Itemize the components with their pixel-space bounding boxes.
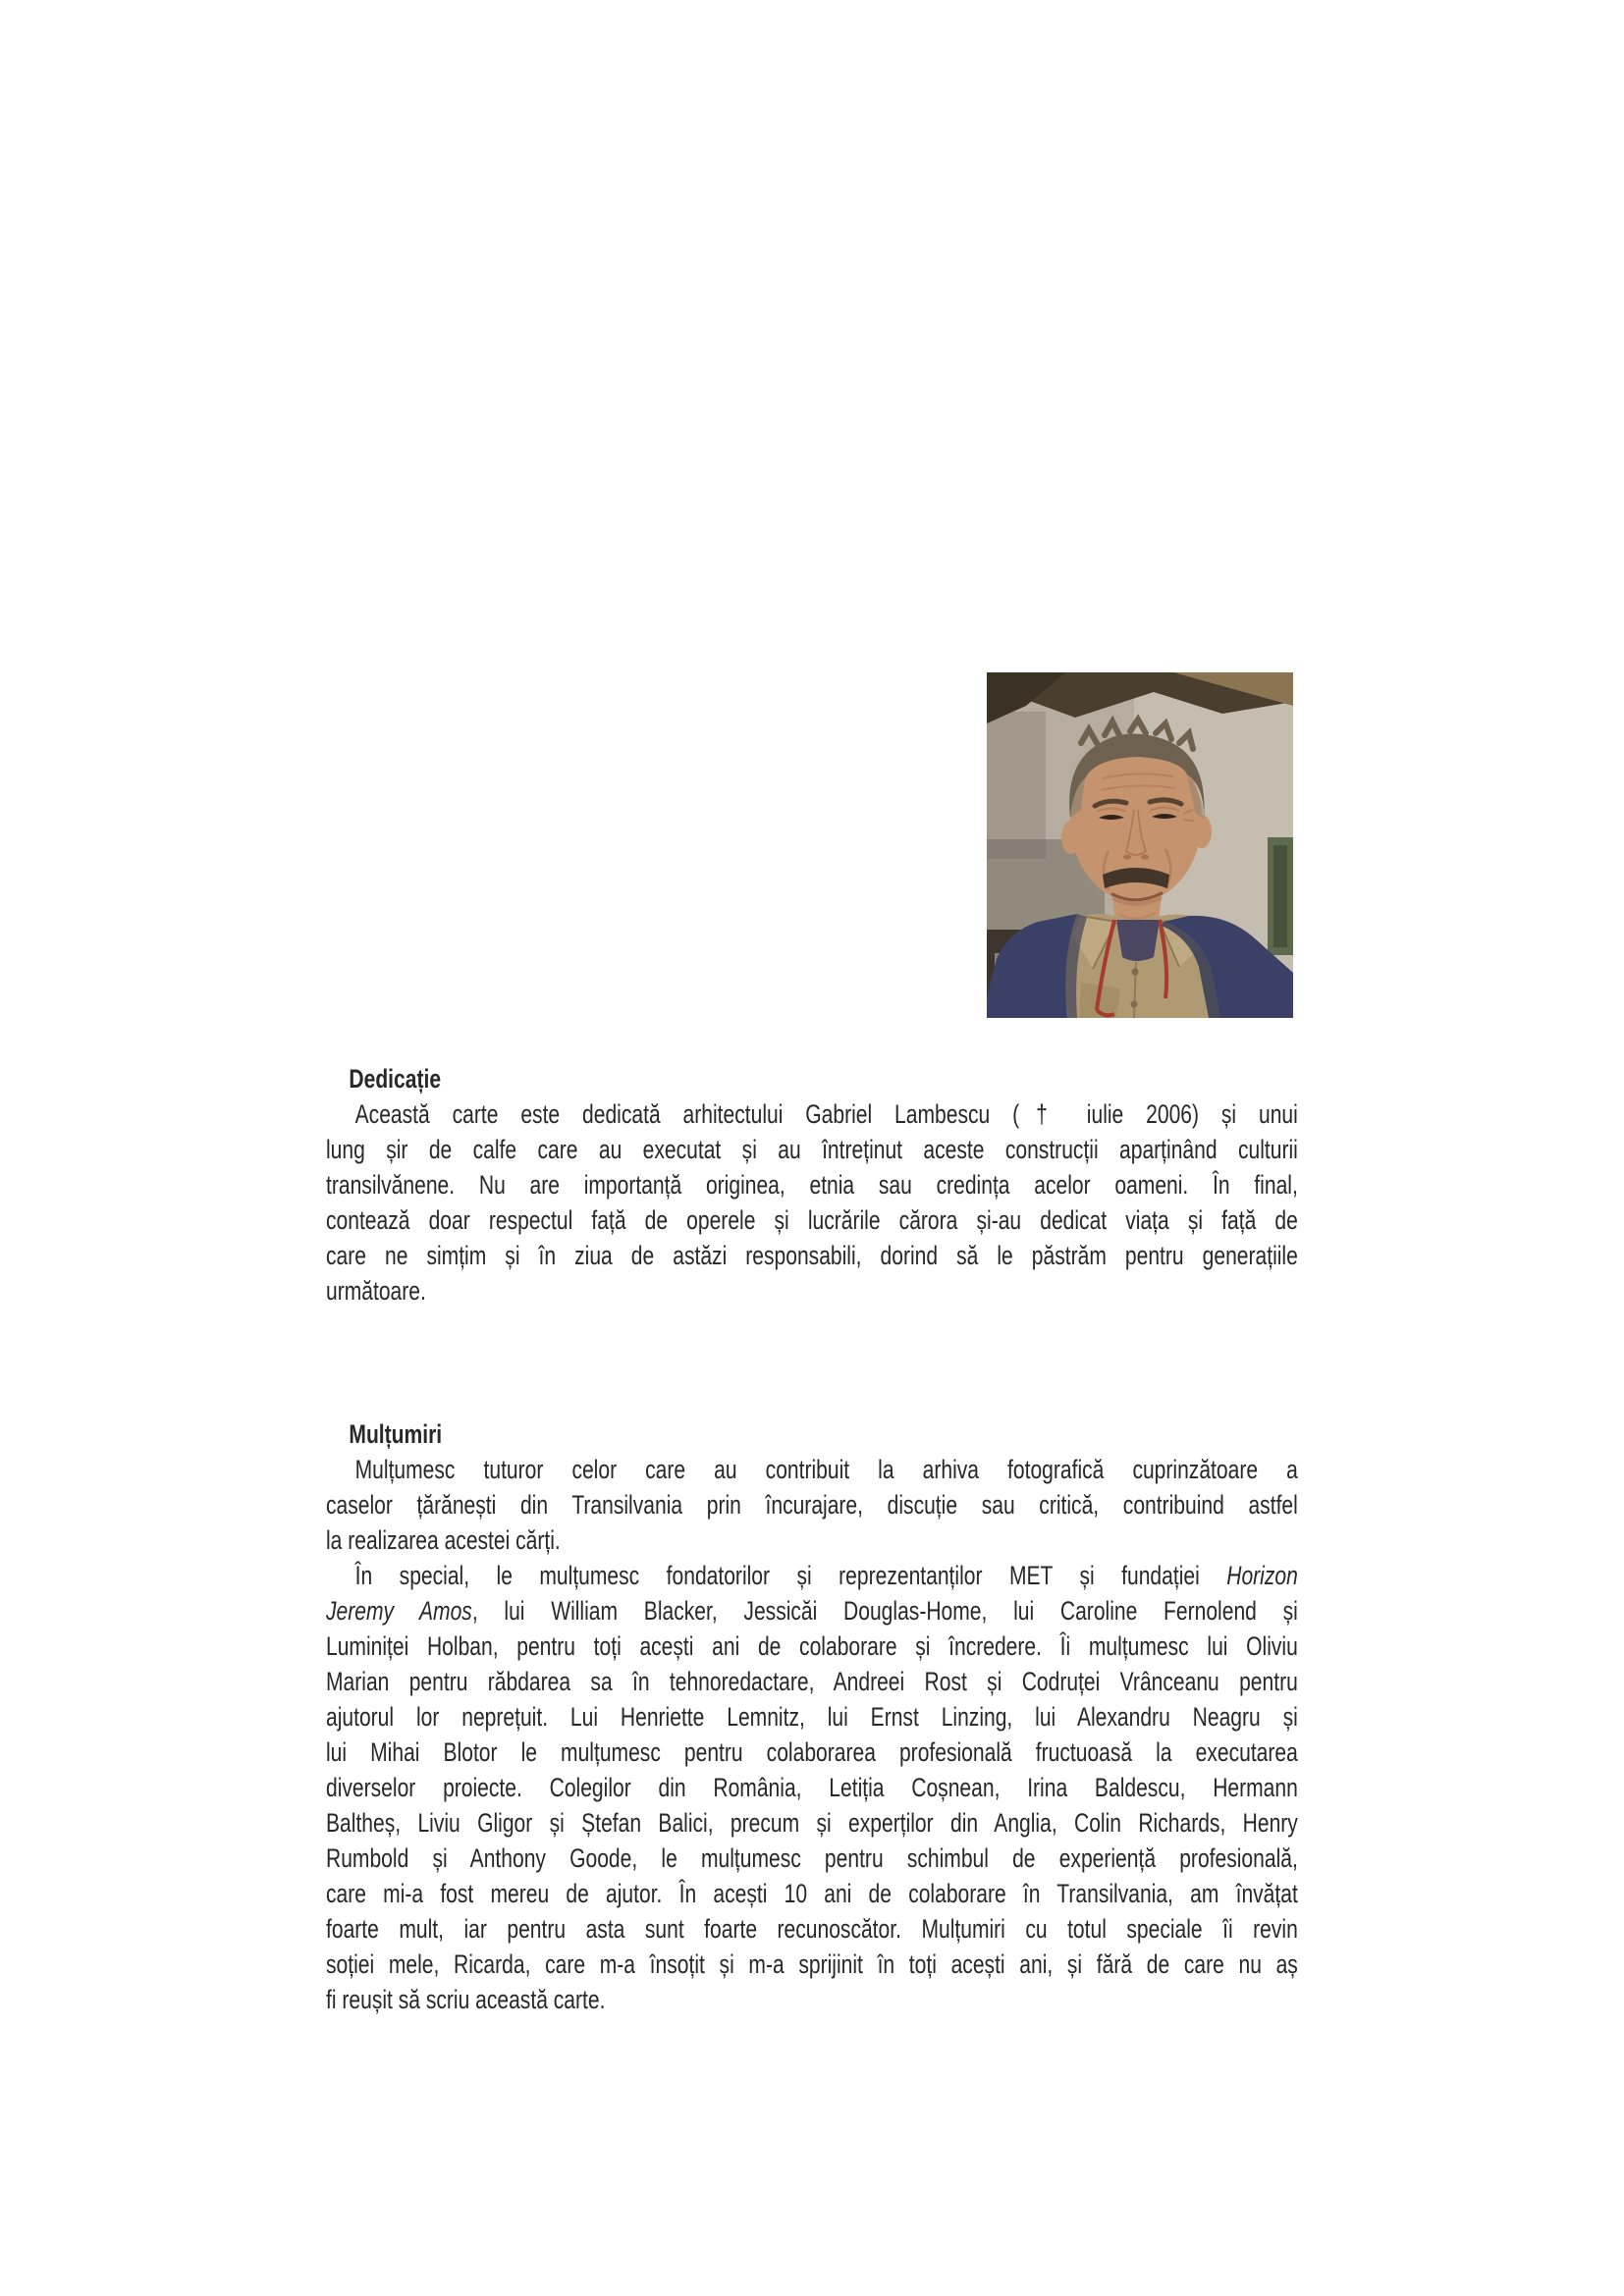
text-line: Jeremy Amos, lui William Blacker, Jessicăi Douglas-Home, lui Caroline Fernolend și [326, 1596, 1298, 1626]
dedication-text [326, 1096, 1298, 1308]
text-line: care mi-a fost mereu de ajutor. În acești 10 ani de colaborare în Transilvania, am învățat [326, 1879, 1298, 1908]
text-line: Baltheș, Liviu Gligor și Ștefan Balici, precum și experților din Anglia, Colin Richards, Henry [326, 1808, 1298, 1838]
text-line: soției mele, Ricarda, care m-a însoțit și m-a sprijinit în toți acești ani, și fără de care nu aș [326, 1949, 1298, 1979]
text-line: următoare. [326, 1276, 426, 1306]
text-line: Marian pentru răbdarea sa în tehnoredactare, Andreei Rost și Codruței Vrânceanu pentru [326, 1667, 1298, 1696]
dedication-section [326, 1061, 1298, 1308]
text-line: la realizarea acestei cărți. [326, 1525, 561, 1555]
text-line: caselor țărănești din Transilvania prin încurajare, discuție sau critică, contribuind astfel [326, 1490, 1298, 1520]
text-line: contează doar respectul față de operele și lucrările cărora și-au dedicat viața și față de [326, 1205, 1298, 1235]
text-line: Rumbold și Anthony Goode, le mulțumesc pentru schimbul de experiență profesională, [326, 1843, 1298, 1873]
text-line: diverselor proiecte. Colegilor din România, Letiția Coșnean, Irina Baldescu, Hermann [326, 1773, 1298, 1802]
acknowledgements-heading: Mulțumiri [349, 1419, 443, 1449]
dedication-heading: Dedicație [349, 1064, 442, 1094]
text-line: transilvănene. Nu are importanță originea, etnia sau credința acelor oameni. În final, [326, 1170, 1298, 1200]
text-line: lung șir de calfe care au executat și au întreținut aceste construcții aparținând culturii [326, 1135, 1298, 1164]
text-line: Mulțumesc tuturor celor care au contribuit la arhiva fotografică cuprinzătoare a [354, 1455, 1298, 1484]
text-line: care ne simțim și în ziua de astăzi responsabili, dorind să le păstrăm pentru generațiile [326, 1241, 1298, 1270]
acknowledgements-text [326, 1452, 1298, 2017]
text-line: Luminiței Holban, pentru toți acești ani de colaborare și încredere. Îi mulțumesc lui Oliviu [326, 1631, 1298, 1661]
text-line: fi reușit să scriu această carte. [326, 1985, 606, 2014]
acknowledgements-section [326, 1416, 1298, 2017]
text-line: foarte mult, iar pentru asta sunt foarte recunoscător. Mulțumiri cu totul speciale îi revin [326, 1914, 1298, 1944]
text-line: lui Mihai Blotor le mulțumesc pentru colaborarea profesională fructuoasă la executarea [326, 1737, 1298, 1767]
portrait-photo [987, 672, 1293, 1018]
text-line: Această carte este dedicată arhitectului Gabriel Lambescu († iulie 2006) și unui [354, 1099, 1298, 1129]
text-line: ajutorul lor neprețuit. Lui Henriette Lemnitz, lui Ernst Linzing, lui Alexandru Neagru și [326, 1702, 1298, 1732]
text-line: În special, le mulțumesc fondatorilor și reprezentanților MET și fundației Horizon [354, 1561, 1298, 1590]
